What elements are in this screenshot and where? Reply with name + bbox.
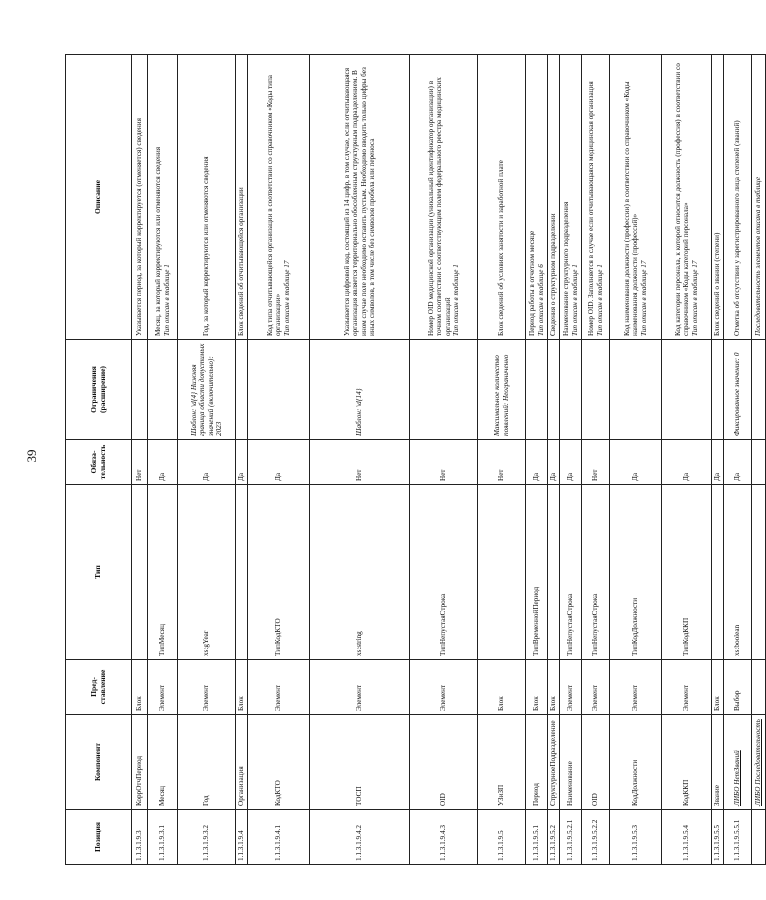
cell-description bbox=[148, 55, 178, 340]
type-reference-note: Тип описан в таблице 1 bbox=[162, 264, 171, 336]
cell-required-text: Да bbox=[733, 472, 742, 481]
cell-limits-text: Максимальное количество появлений: Неограниченно bbox=[493, 354, 510, 436]
cell-limits bbox=[410, 340, 478, 440]
cell-position bbox=[752, 810, 766, 865]
cell-component-text: Месяц bbox=[158, 785, 167, 806]
cell-position-text: 1.1.3.1.9.5.3 bbox=[631, 825, 640, 861]
cell-representation bbox=[610, 660, 662, 715]
table-row bbox=[148, 55, 178, 865]
cell-representation-text: Блок bbox=[237, 696, 246, 711]
rotated-table-area bbox=[65, 55, 763, 865]
table-row bbox=[178, 55, 236, 865]
cell-type bbox=[724, 485, 752, 660]
cell-component-text: Звание bbox=[713, 785, 722, 806]
cell-component bbox=[526, 715, 548, 810]
cell-representation bbox=[662, 660, 712, 715]
cell-required bbox=[310, 440, 410, 485]
cell-description-text: Указывается цифровой код, состоящий из 14 цифр, в том случае, если отчитывающаяся организация является территориально обособленным структурным подразделением. В ином случае поле необходимо оставить пустым. Необходимо вводить только цифры без иных символов, в том числе без символов пробела или переноса bbox=[342, 67, 376, 336]
cell-component-text: КоррОтчПериод bbox=[135, 755, 144, 806]
schema-spec-table bbox=[65, 54, 766, 865]
cell-component bbox=[178, 715, 236, 810]
cell-limits-text: Шаблон: \d{14} bbox=[355, 388, 364, 436]
cell-representation-text: Элемент bbox=[631, 684, 640, 711]
cell-representation-text: Блок bbox=[549, 696, 558, 711]
cell-description bbox=[526, 55, 548, 340]
cell-component bbox=[662, 715, 712, 810]
table-header-row bbox=[66, 55, 132, 865]
cell-required bbox=[410, 440, 478, 485]
cell-description-text: Последовательность элементов описана в таблице bbox=[754, 176, 763, 336]
cell-limits bbox=[662, 340, 712, 440]
cell-required-text: Нет bbox=[355, 469, 364, 481]
cell-position-text: 1.1.3.1.9.5.2.1 bbox=[566, 819, 575, 861]
cell-representation bbox=[248, 660, 310, 715]
cell-required-text: Да bbox=[532, 472, 541, 481]
cell-position bbox=[132, 810, 148, 865]
cell-component bbox=[724, 715, 752, 810]
cell-limits bbox=[610, 340, 662, 440]
cell-description bbox=[662, 55, 712, 340]
cell-component bbox=[582, 715, 610, 810]
cell-representation-text: Блок bbox=[135, 696, 144, 711]
cell-representation-text: Элемент bbox=[355, 684, 364, 711]
table-row bbox=[752, 55, 766, 865]
cell-description bbox=[724, 55, 752, 340]
cell-required-text: Нет bbox=[439, 469, 448, 481]
cell-component bbox=[752, 715, 766, 810]
cell-type-text: ТипМесяц bbox=[158, 624, 167, 656]
cell-type-text: ТипНепустаяСтрока bbox=[591, 593, 600, 656]
cell-component bbox=[148, 715, 178, 810]
cell-required-text: Да bbox=[566, 472, 575, 481]
cell-description-text: Указывается период, за который корректируется (отменяется) сведения bbox=[135, 118, 144, 336]
cell-representation bbox=[752, 660, 766, 715]
cell-required bbox=[724, 440, 752, 485]
cell-component-text: КодДолжности bbox=[631, 759, 640, 806]
cell-representation-text: Элемент bbox=[274, 684, 283, 711]
cell-type bbox=[148, 485, 178, 660]
cell-description-text: Период работы в отчетном месяце bbox=[528, 230, 537, 336]
table-body bbox=[132, 55, 766, 865]
type-reference-note: Тип описан в таблице 17 bbox=[282, 260, 291, 336]
cell-type bbox=[410, 485, 478, 660]
cell-representation-text: Элемент bbox=[591, 684, 600, 711]
cell-position-text: 1.1.3.1.9.3.1 bbox=[158, 825, 167, 861]
cell-required-text: Да bbox=[631, 472, 640, 481]
cell-required-text: Да bbox=[682, 472, 691, 481]
cell-position-text: 1.1.3.1.9.5.2 bbox=[549, 825, 558, 861]
cell-required-text: Да bbox=[202, 472, 211, 481]
cell-representation bbox=[478, 660, 526, 715]
cell-type bbox=[610, 485, 662, 660]
cell-position-text: 1.1.3.1.9.4.2 bbox=[355, 825, 364, 861]
cell-description bbox=[478, 55, 526, 340]
cell-component-text: ЛИБО Последовательность bbox=[754, 719, 763, 806]
cell-required-text: Нет bbox=[135, 469, 144, 481]
cell-type bbox=[526, 485, 548, 660]
cell-position-text: 1.1.3.1.9.4 bbox=[237, 830, 246, 861]
cell-required bbox=[752, 440, 766, 485]
cell-type-text: ТипКодККП bbox=[682, 617, 691, 656]
table-row bbox=[236, 55, 248, 865]
cell-representation-text: Элемент bbox=[566, 684, 575, 711]
table-row bbox=[724, 55, 752, 865]
cell-limits bbox=[560, 340, 582, 440]
cell-component bbox=[478, 715, 526, 810]
cell-limits bbox=[724, 340, 752, 440]
cell-position bbox=[310, 810, 410, 865]
cell-required bbox=[132, 440, 148, 485]
cell-position bbox=[478, 810, 526, 865]
cell-limits bbox=[132, 340, 148, 440]
cell-type bbox=[582, 485, 610, 660]
cell-description bbox=[410, 55, 478, 340]
table-row bbox=[560, 55, 582, 865]
cell-required bbox=[148, 440, 178, 485]
cell-description-text: Код типа отчитывающейся организации в соответствии со справочником «Коды типа организации» bbox=[265, 75, 283, 336]
cell-description-text: Год, за который корректируются или отменяются сведения bbox=[202, 156, 211, 336]
cell-required bbox=[582, 440, 610, 485]
cell-type-text: ТипКодКТО bbox=[274, 618, 283, 656]
type-reference-note: Тип описан в таблице 6 bbox=[536, 264, 545, 336]
cell-description bbox=[248, 55, 310, 340]
cell-type bbox=[248, 485, 310, 660]
cell-description-text: Блок сведений об отчитывающейся организации bbox=[237, 187, 246, 336]
cell-representation-text: Выбор bbox=[733, 690, 742, 711]
col-header-limits: Ограничения (расширение) bbox=[66, 340, 132, 440]
cell-component-text: КодККП bbox=[682, 779, 691, 806]
cell-description-text: Сведения о структурном подразделении bbox=[549, 213, 558, 336]
cell-component-text: OID bbox=[439, 793, 448, 806]
cell-type-text: ТипВременнойПериод bbox=[532, 586, 541, 656]
cell-limits bbox=[236, 340, 248, 440]
cell-component bbox=[132, 715, 148, 810]
cell-description bbox=[178, 55, 236, 340]
cell-representation bbox=[148, 660, 178, 715]
cell-component-text: ЛИБО НетЗваний bbox=[733, 750, 742, 806]
type-reference-note: Тип описан в таблице 17 bbox=[690, 260, 699, 336]
cell-component bbox=[548, 715, 560, 810]
cell-required bbox=[236, 440, 248, 485]
cell-position bbox=[248, 810, 310, 865]
cell-type-text: xs:string bbox=[355, 631, 364, 656]
cell-description bbox=[752, 55, 766, 340]
cell-representation bbox=[560, 660, 582, 715]
cell-limits bbox=[178, 340, 236, 440]
cell-type-text: ТипКодДолжности bbox=[631, 597, 640, 656]
cell-limits-text: Фиксированное значение: 0 bbox=[733, 352, 742, 436]
type-reference-note: Тип описан в таблице 1 bbox=[570, 264, 579, 336]
cell-position bbox=[712, 810, 724, 865]
table-row bbox=[132, 55, 148, 865]
cell-description bbox=[560, 55, 582, 340]
cell-position bbox=[236, 810, 248, 865]
cell-required-text: Да bbox=[274, 472, 283, 481]
cell-required bbox=[248, 440, 310, 485]
col-header-position: Позиция bbox=[66, 810, 132, 865]
cell-position-text: 1.1.3.1.9.5.1 bbox=[532, 825, 541, 861]
cell-position-text: 1.1.3.1.9.4.1 bbox=[274, 825, 283, 861]
cell-position bbox=[148, 810, 178, 865]
cell-type bbox=[178, 485, 236, 660]
cell-type bbox=[548, 485, 560, 660]
cell-type-text: xs:boolean bbox=[733, 624, 742, 656]
cell-position bbox=[548, 810, 560, 865]
table-row bbox=[410, 55, 478, 865]
cell-required-text: Да bbox=[713, 472, 722, 481]
cell-required-text: Да bbox=[158, 472, 167, 481]
cell-limits bbox=[148, 340, 178, 440]
table-row bbox=[610, 55, 662, 865]
cell-component bbox=[248, 715, 310, 810]
cell-representation bbox=[132, 660, 148, 715]
cell-description bbox=[582, 55, 610, 340]
cell-description bbox=[548, 55, 560, 340]
page-number: 39 bbox=[24, 449, 39, 463]
table-row bbox=[712, 55, 724, 865]
cell-type bbox=[752, 485, 766, 660]
type-reference-note: Тип описан в таблице 17 bbox=[639, 260, 648, 336]
cell-position bbox=[610, 810, 662, 865]
cell-component bbox=[610, 715, 662, 810]
cell-representation bbox=[236, 660, 248, 715]
type-reference-note: Тип описан в таблице 1 bbox=[451, 264, 460, 336]
table-row bbox=[310, 55, 410, 865]
cell-position-text: 1.1.3.1.9.5 bbox=[497, 830, 506, 861]
table-row bbox=[662, 55, 712, 865]
cell-position-text: 1.1.3.1.9.3.2 bbox=[202, 825, 211, 861]
cell-limits bbox=[526, 340, 548, 440]
cell-required bbox=[560, 440, 582, 485]
cell-component-text: ТОСП bbox=[355, 786, 364, 806]
cell-type bbox=[310, 485, 410, 660]
col-header-component: Компонент bbox=[66, 715, 132, 810]
cell-type-text: ТипНепустаяСтрока bbox=[566, 593, 575, 656]
cell-limits bbox=[310, 340, 410, 440]
cell-type bbox=[236, 485, 248, 660]
cell-description-text: Номер OID. Заполняется в случае если отчитывающаяся медицинская организация bbox=[587, 81, 596, 336]
cell-required bbox=[178, 440, 236, 485]
cell-representation bbox=[178, 660, 236, 715]
cell-component bbox=[560, 715, 582, 810]
cell-description bbox=[310, 55, 410, 340]
cell-component bbox=[236, 715, 248, 810]
cell-type bbox=[712, 485, 724, 660]
col-header-required: Обяза- тельность bbox=[66, 440, 132, 485]
cell-representation-text: Элемент bbox=[158, 684, 167, 711]
cell-description-text: Наименование структурного подразделения bbox=[562, 201, 571, 336]
cell-position-text: 1.1.3.1.9.5.4 bbox=[682, 825, 691, 861]
cell-description bbox=[610, 55, 662, 340]
cell-position bbox=[662, 810, 712, 865]
cell-limits bbox=[752, 340, 766, 440]
cell-type bbox=[478, 485, 526, 660]
cell-required bbox=[526, 440, 548, 485]
cell-required bbox=[662, 440, 712, 485]
cell-required-text: Да bbox=[549, 472, 558, 481]
cell-limits bbox=[582, 340, 610, 440]
table-row bbox=[478, 55, 526, 865]
cell-representation-text: Блок bbox=[532, 696, 541, 711]
cell-type-text: ТипНепустаяСтрока bbox=[439, 593, 448, 656]
cell-position bbox=[582, 810, 610, 865]
col-header-type: Тип bbox=[66, 485, 132, 660]
table-row bbox=[248, 55, 310, 865]
cell-required bbox=[610, 440, 662, 485]
cell-representation bbox=[582, 660, 610, 715]
cell-type bbox=[132, 485, 148, 660]
cell-description bbox=[712, 55, 724, 340]
cell-representation-text: Элемент bbox=[682, 684, 691, 711]
cell-component-text: Организация bbox=[237, 766, 246, 806]
cell-type bbox=[662, 485, 712, 660]
cell-component-text: Год bbox=[202, 795, 211, 806]
cell-representation-text: Блок bbox=[497, 696, 506, 711]
col-header-description: Описание bbox=[66, 55, 132, 340]
cell-position bbox=[178, 810, 236, 865]
cell-representation-text: Элемент bbox=[202, 684, 211, 711]
cell-limits bbox=[712, 340, 724, 440]
cell-position-text: 1.1.3.1.9.5.5 bbox=[713, 825, 722, 861]
cell-position-text: 1.1.3.1.9.4.3 bbox=[439, 825, 448, 861]
cell-representation bbox=[526, 660, 548, 715]
cell-representation bbox=[724, 660, 752, 715]
cell-component-text: Период bbox=[532, 783, 541, 806]
cell-required-text: Да bbox=[237, 472, 246, 481]
cell-component-text: СтруктурноеПодразделение bbox=[549, 720, 558, 806]
table-row bbox=[526, 55, 548, 865]
cell-description-text: Номер OID медицинской организации (уникальный идентификатор организации) в точном соответствии с соответствующим полем федерального реестра медицинских организаций bbox=[426, 77, 452, 336]
cell-component-text: OID bbox=[591, 793, 600, 806]
cell-position-text: 1.1.3.1.9.5.5.1 bbox=[733, 819, 742, 861]
cell-required-text: Нет bbox=[591, 469, 600, 481]
cell-component-text: Наименование bbox=[566, 761, 575, 806]
cell-representation bbox=[310, 660, 410, 715]
table-row bbox=[548, 55, 560, 865]
cell-required bbox=[712, 440, 724, 485]
cell-required-text: Нет bbox=[497, 469, 506, 481]
cell-description-text: Блок сведений об условиях занятости и заработной плате bbox=[497, 160, 506, 336]
col-header-representation: Пред- ставление bbox=[66, 660, 132, 715]
cell-position bbox=[560, 810, 582, 865]
cell-description-text: Отметка об отсутствии у зарегистрированного лица степеней (званий) bbox=[733, 120, 742, 336]
cell-description bbox=[132, 55, 148, 340]
cell-position bbox=[724, 810, 752, 865]
cell-position bbox=[410, 810, 478, 865]
cell-position bbox=[526, 810, 548, 865]
cell-required bbox=[548, 440, 560, 485]
cell-limits-text: Шаблон: \d{4} Нижняя граница области допустимых значений (включительно): 2023 bbox=[189, 343, 223, 436]
cell-description-text: Код наименования должности (профессии) в соответствии со справочником «Коды наименования должности (профессий)» bbox=[622, 81, 640, 336]
cell-description bbox=[236, 55, 248, 340]
cell-representation bbox=[410, 660, 478, 715]
cell-component bbox=[712, 715, 724, 810]
cell-component bbox=[410, 715, 478, 810]
cell-position-text: 1.1.3.1.9.3 bbox=[135, 830, 144, 861]
cell-limits bbox=[478, 340, 526, 440]
cell-representation bbox=[712, 660, 724, 715]
cell-limits bbox=[548, 340, 560, 440]
cell-component-text: УЗиЗП bbox=[497, 784, 506, 806]
table-row bbox=[582, 55, 610, 865]
cell-component-text: КодКТО bbox=[274, 780, 283, 806]
cell-type-text: xs:gYear bbox=[202, 630, 211, 656]
cell-limits bbox=[248, 340, 310, 440]
cell-required bbox=[478, 440, 526, 485]
cell-description-text: Блок сведений о звании (степени) bbox=[713, 232, 722, 336]
cell-representation bbox=[548, 660, 560, 715]
cell-description-text: Месяц, за который корректируются или отменяются сведения bbox=[154, 146, 163, 336]
cell-component bbox=[310, 715, 410, 810]
cell-representation-text: Элемент bbox=[439, 684, 448, 711]
type-reference-note: Тип описан в таблице 1 bbox=[595, 264, 604, 336]
cell-type bbox=[560, 485, 582, 660]
cell-representation-text: Блок bbox=[713, 696, 722, 711]
cell-description-text: Код категории персонала, к которой относится должность (профессия) в соответствии со справочником «Коды категорий персонала» bbox=[673, 63, 691, 336]
cell-position-text: 1.1.3.1.9.5.2.2 bbox=[591, 819, 600, 861]
